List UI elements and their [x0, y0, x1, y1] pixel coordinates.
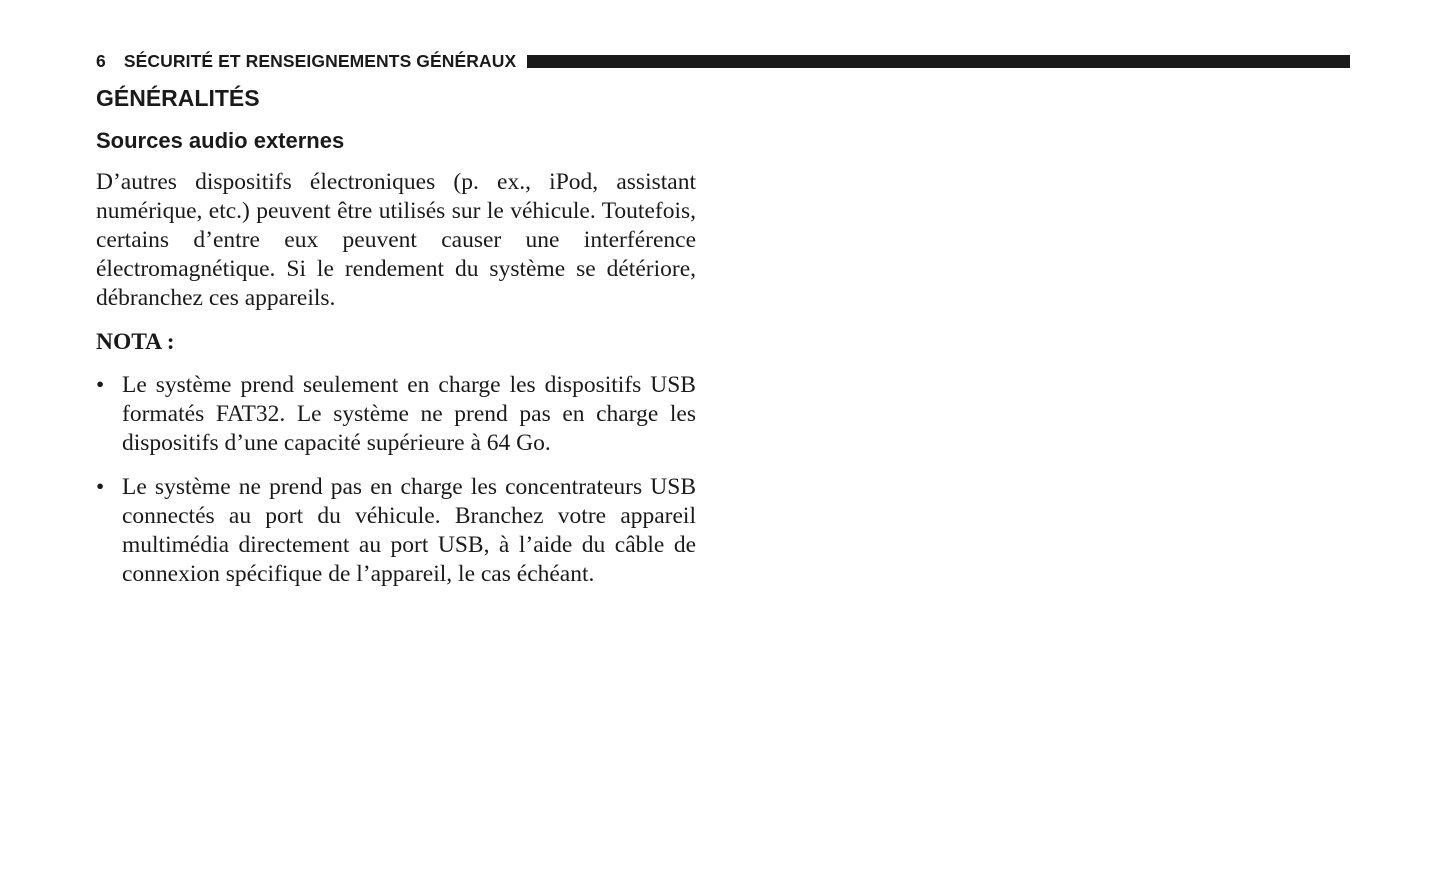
- header-rule: [527, 55, 1350, 68]
- body-column: [96, 168, 696, 589]
- bullet-icon: •: [96, 372, 105, 398]
- note-bullet-list: [96, 371, 696, 589]
- running-header-title: SÉCURITÉ ET RENSEIGNEMENTS GÉNÉRAUX: [123, 50, 517, 71]
- bullet-text: Le système ne prend pas en charge les concentrateurs USB connectés au port du véhicule. Branchez votre appareil multimédia directement au port USB, à l’aide du câble de connexion spécifique de l’appareil, le cas échéant.: [122, 474, 696, 587]
- section-title: GÉNÉRALITÉS: [96, 85, 260, 111]
- list-item: [96, 473, 696, 589]
- subsection-title: Sources audio externes: [96, 128, 345, 153]
- running-header: [96, 50, 1350, 72]
- bullet-icon: •: [96, 474, 105, 500]
- page-number: 6: [96, 50, 106, 71]
- body-paragraph: D’autres dispositifs électroniques (p. ex., iPod, assistant numérique, etc.) peuvent être utilisés sur le véhicule. Toutefois, certains d’entre eux peuvent causer une interférence électromagnétique. Si le rendement du système se détériore, débranchez ces appareils.: [96, 169, 696, 311]
- note-label: NOTA :: [96, 329, 175, 355]
- list-item: [96, 371, 696, 458]
- bullet-text: Le système prend seulement en charge les dispositifs USB formatés FAT32. Le système ne prend pas en charge les dispositifs d’une capacité supérieure à 64 Go.: [122, 372, 696, 456]
